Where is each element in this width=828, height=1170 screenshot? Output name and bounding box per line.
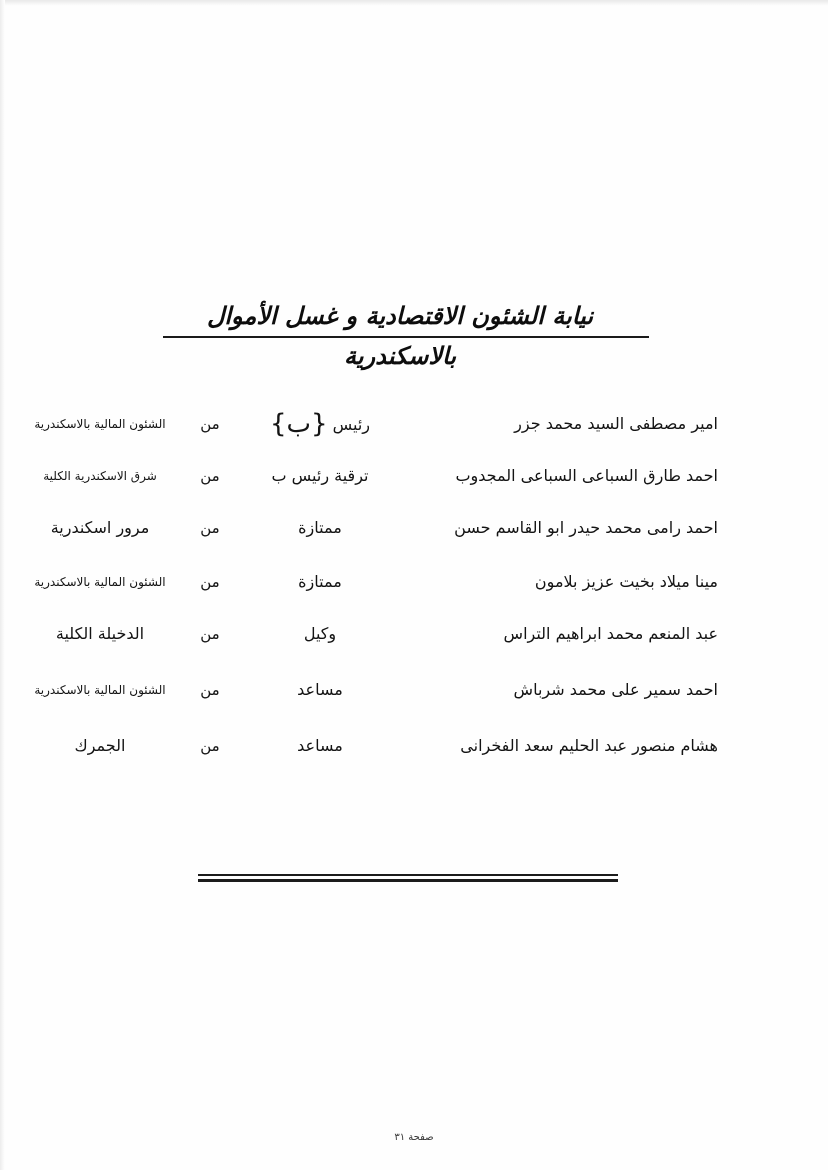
- rank-text: مساعد: [297, 736, 343, 755]
- page-number: صفحة ٣١: [394, 1132, 434, 1143]
- from-label: من: [200, 681, 220, 699]
- person-name: هشام منصور عبد الحليم سعد الفخرانى: [460, 736, 718, 755]
- from-label: من: [200, 519, 220, 537]
- rank: [240, 614, 400, 654]
- person-name: مينا ميلاد بخيت عزيز بلامون: [534, 572, 718, 591]
- origin: الدخيلة الكلية: [55, 624, 145, 643]
- rank-brace: {ب}: [269, 409, 328, 439]
- person-name: احمد طارق السباعى السباعى المجدوب: [455, 466, 718, 485]
- rank-text: مساعد: [297, 680, 343, 699]
- from-label: من: [200, 573, 220, 591]
- origin: الجمرك: [74, 736, 126, 755]
- rank-text: وكيل: [303, 624, 337, 643]
- rank-text: ممتازة: [298, 572, 342, 591]
- rank: [240, 726, 400, 766]
- person-name: امير مصطفى السيد محمد جزر: [514, 414, 718, 433]
- section-divider-bottom: [198, 879, 618, 882]
- table-row: [0, 726, 828, 766]
- rank-text: رئيس: [327, 415, 371, 434]
- table-row: [0, 562, 828, 602]
- rank: [240, 456, 400, 496]
- from-label: من: [200, 737, 220, 755]
- section-divider-top: [198, 874, 618, 876]
- table-row: [0, 404, 828, 444]
- person-name: عبد المنعم محمد ابراهيم التراس: [503, 624, 718, 643]
- rank: [240, 404, 400, 444]
- table-row: [0, 456, 828, 496]
- scan-edge-top: [0, 0, 828, 6]
- origin: الشئون المالية بالاسكندرية: [34, 683, 166, 697]
- rank: [240, 508, 400, 548]
- from-label: من: [200, 467, 220, 485]
- rank-text: ترقية رئيس ب: [271, 466, 369, 485]
- from-label: من: [200, 625, 220, 643]
- rank: [240, 562, 400, 602]
- document-title: نيابة الشئون الاقتصادية و غسل الأموال بالاسكندرية: [206, 302, 594, 370]
- origin: الشئون المالية بالاسكندرية: [34, 417, 166, 431]
- title-underline: [163, 336, 649, 338]
- person-name: احمد سمير على محمد شرباش: [513, 680, 718, 699]
- from-label: من: [200, 415, 220, 433]
- table-row: [0, 670, 828, 710]
- table-row: [0, 508, 828, 548]
- rank-text: ممتازة: [298, 518, 342, 537]
- origin: مرور اسكندرية: [50, 518, 150, 537]
- person-name: احمد رامى محمد حيدر ابو القاسم حسن: [454, 518, 718, 537]
- origin: شرق الاسكندرية الكلية: [43, 469, 157, 483]
- origin: الشئون المالية بالاسكندرية: [34, 575, 166, 589]
- table-row: [0, 614, 828, 654]
- rank: [240, 670, 400, 710]
